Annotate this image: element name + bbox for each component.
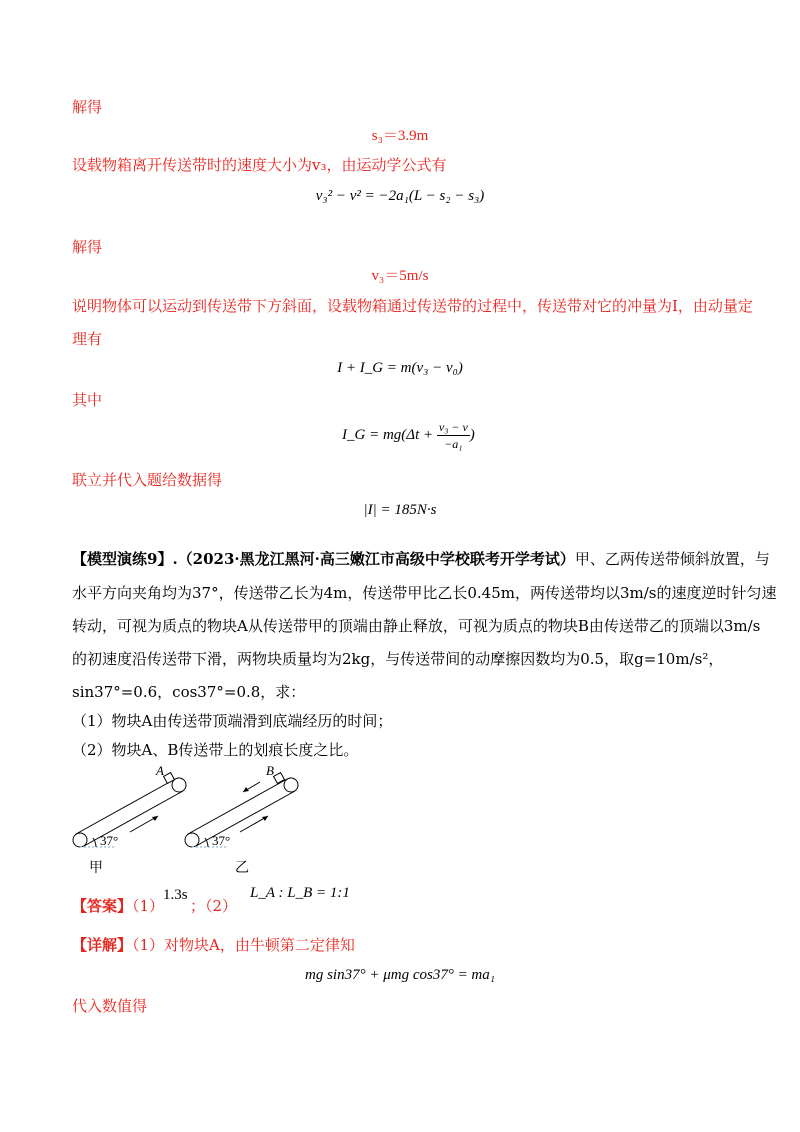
problem-header xyxy=(72,549,770,569)
answer-tag: 【答案】 xyxy=(72,897,133,915)
detail-text: （1）对物块A，由牛顿第二定律知 xyxy=(132,936,355,954)
s3-result: s₃＝3.9m xyxy=(371,128,429,144)
ig-equation-left: I_G = mg(Δt + xyxy=(342,427,437,443)
qi-zhong-label: 其中 xyxy=(72,391,103,409)
conveyor-belt-yi xyxy=(185,773,298,847)
ig-equation xyxy=(342,418,475,454)
question-1: （1）物块A由传送带顶端滑到底端经历的时间； xyxy=(72,712,393,730)
set-v3-text: 设载物箱离开传送带时的速度大小为v₃，由运动学公式有 xyxy=(72,156,447,174)
caption-yi: 乙 xyxy=(235,860,249,876)
conveyor-belt-jia xyxy=(73,773,186,847)
label-a: A xyxy=(156,763,164,778)
caption-jia: 甲 xyxy=(89,860,103,876)
problem-line-5: sin37°=0.6，cos37°=0.8，求： xyxy=(72,683,306,701)
v3-result: v₃＝5m/s xyxy=(371,268,429,284)
answer-value-2: L_A : L_B = 1:1 xyxy=(250,885,350,901)
lianli-text: 联立并代入题给数据得 xyxy=(72,471,223,489)
kinematic-equation: v₃² − v² = −2a₁(L − s₂ − s₃) xyxy=(315,188,485,204)
problem-line-4: 的初速度沿传送带下滑，两物块质量均为2kg，与传送带间的动摩擦因数均为0.5，取g=10m/s²， xyxy=(72,650,724,668)
ig-fraction-denominator: −a₁ xyxy=(444,437,463,452)
answer-value-1: 1.3s xyxy=(163,887,188,903)
problem-line-3: 转动，可视为质点的物块A从传送带甲的顶端由静止释放，可视为质点的物块B由传送带乙的顶端以3m/s xyxy=(72,617,761,635)
answer-separator: ；（2） xyxy=(190,897,238,915)
angle-label-1: 37° xyxy=(100,833,119,848)
problem-tag: 【模型演练9】 xyxy=(72,550,173,568)
daishu-text: 代入数值得 xyxy=(72,997,148,1015)
problem-line-1: 甲、乙两传送带倾斜放置，与 xyxy=(574,550,770,568)
conveyor-belt-figure xyxy=(60,762,300,872)
detail-tag: 【详解】 xyxy=(72,936,133,954)
problem-line-2: 水平方向夹角均为37°，传送带乙长为4m，传送带甲比乙长0.45m，两传送带均以3m/s的速度逆时针匀速 xyxy=(72,584,777,602)
ig-fraction-numerator: v₃ − v xyxy=(438,420,468,435)
angle-label-2: 37° xyxy=(212,833,231,848)
jie-de-label-2: 解得 xyxy=(72,238,103,256)
answer-part-1: （1） xyxy=(132,897,165,915)
newton-equation: mg sin37° + μmg cos37° = ma₁ xyxy=(305,967,495,983)
ig-equation-right: ) xyxy=(469,427,475,443)
jie-de-label: 解得 xyxy=(72,98,103,116)
answer-row xyxy=(72,896,164,916)
explain-line-2: 理有 xyxy=(72,330,103,348)
momentum-equation: I + I_G = m(v₃ − v₀) xyxy=(337,360,463,376)
label-b: B xyxy=(266,763,274,778)
ig-fraction xyxy=(437,419,470,452)
problem-source: .（2023·黑龙江黑河·高三嫩江市高级中学校联考开学考试） xyxy=(172,550,575,568)
detail-row xyxy=(72,935,355,955)
impulse-result: |I| = 185N·s xyxy=(363,502,437,518)
explain-line-1: 说明物体可以运动到传送带下方斜面，设载物箱通过传送带的过程中，传送带对它的冲量为I，由动量定 xyxy=(72,297,753,315)
question-2: （2）物块A、B传送带上的划痕长度之比。 xyxy=(72,741,359,759)
